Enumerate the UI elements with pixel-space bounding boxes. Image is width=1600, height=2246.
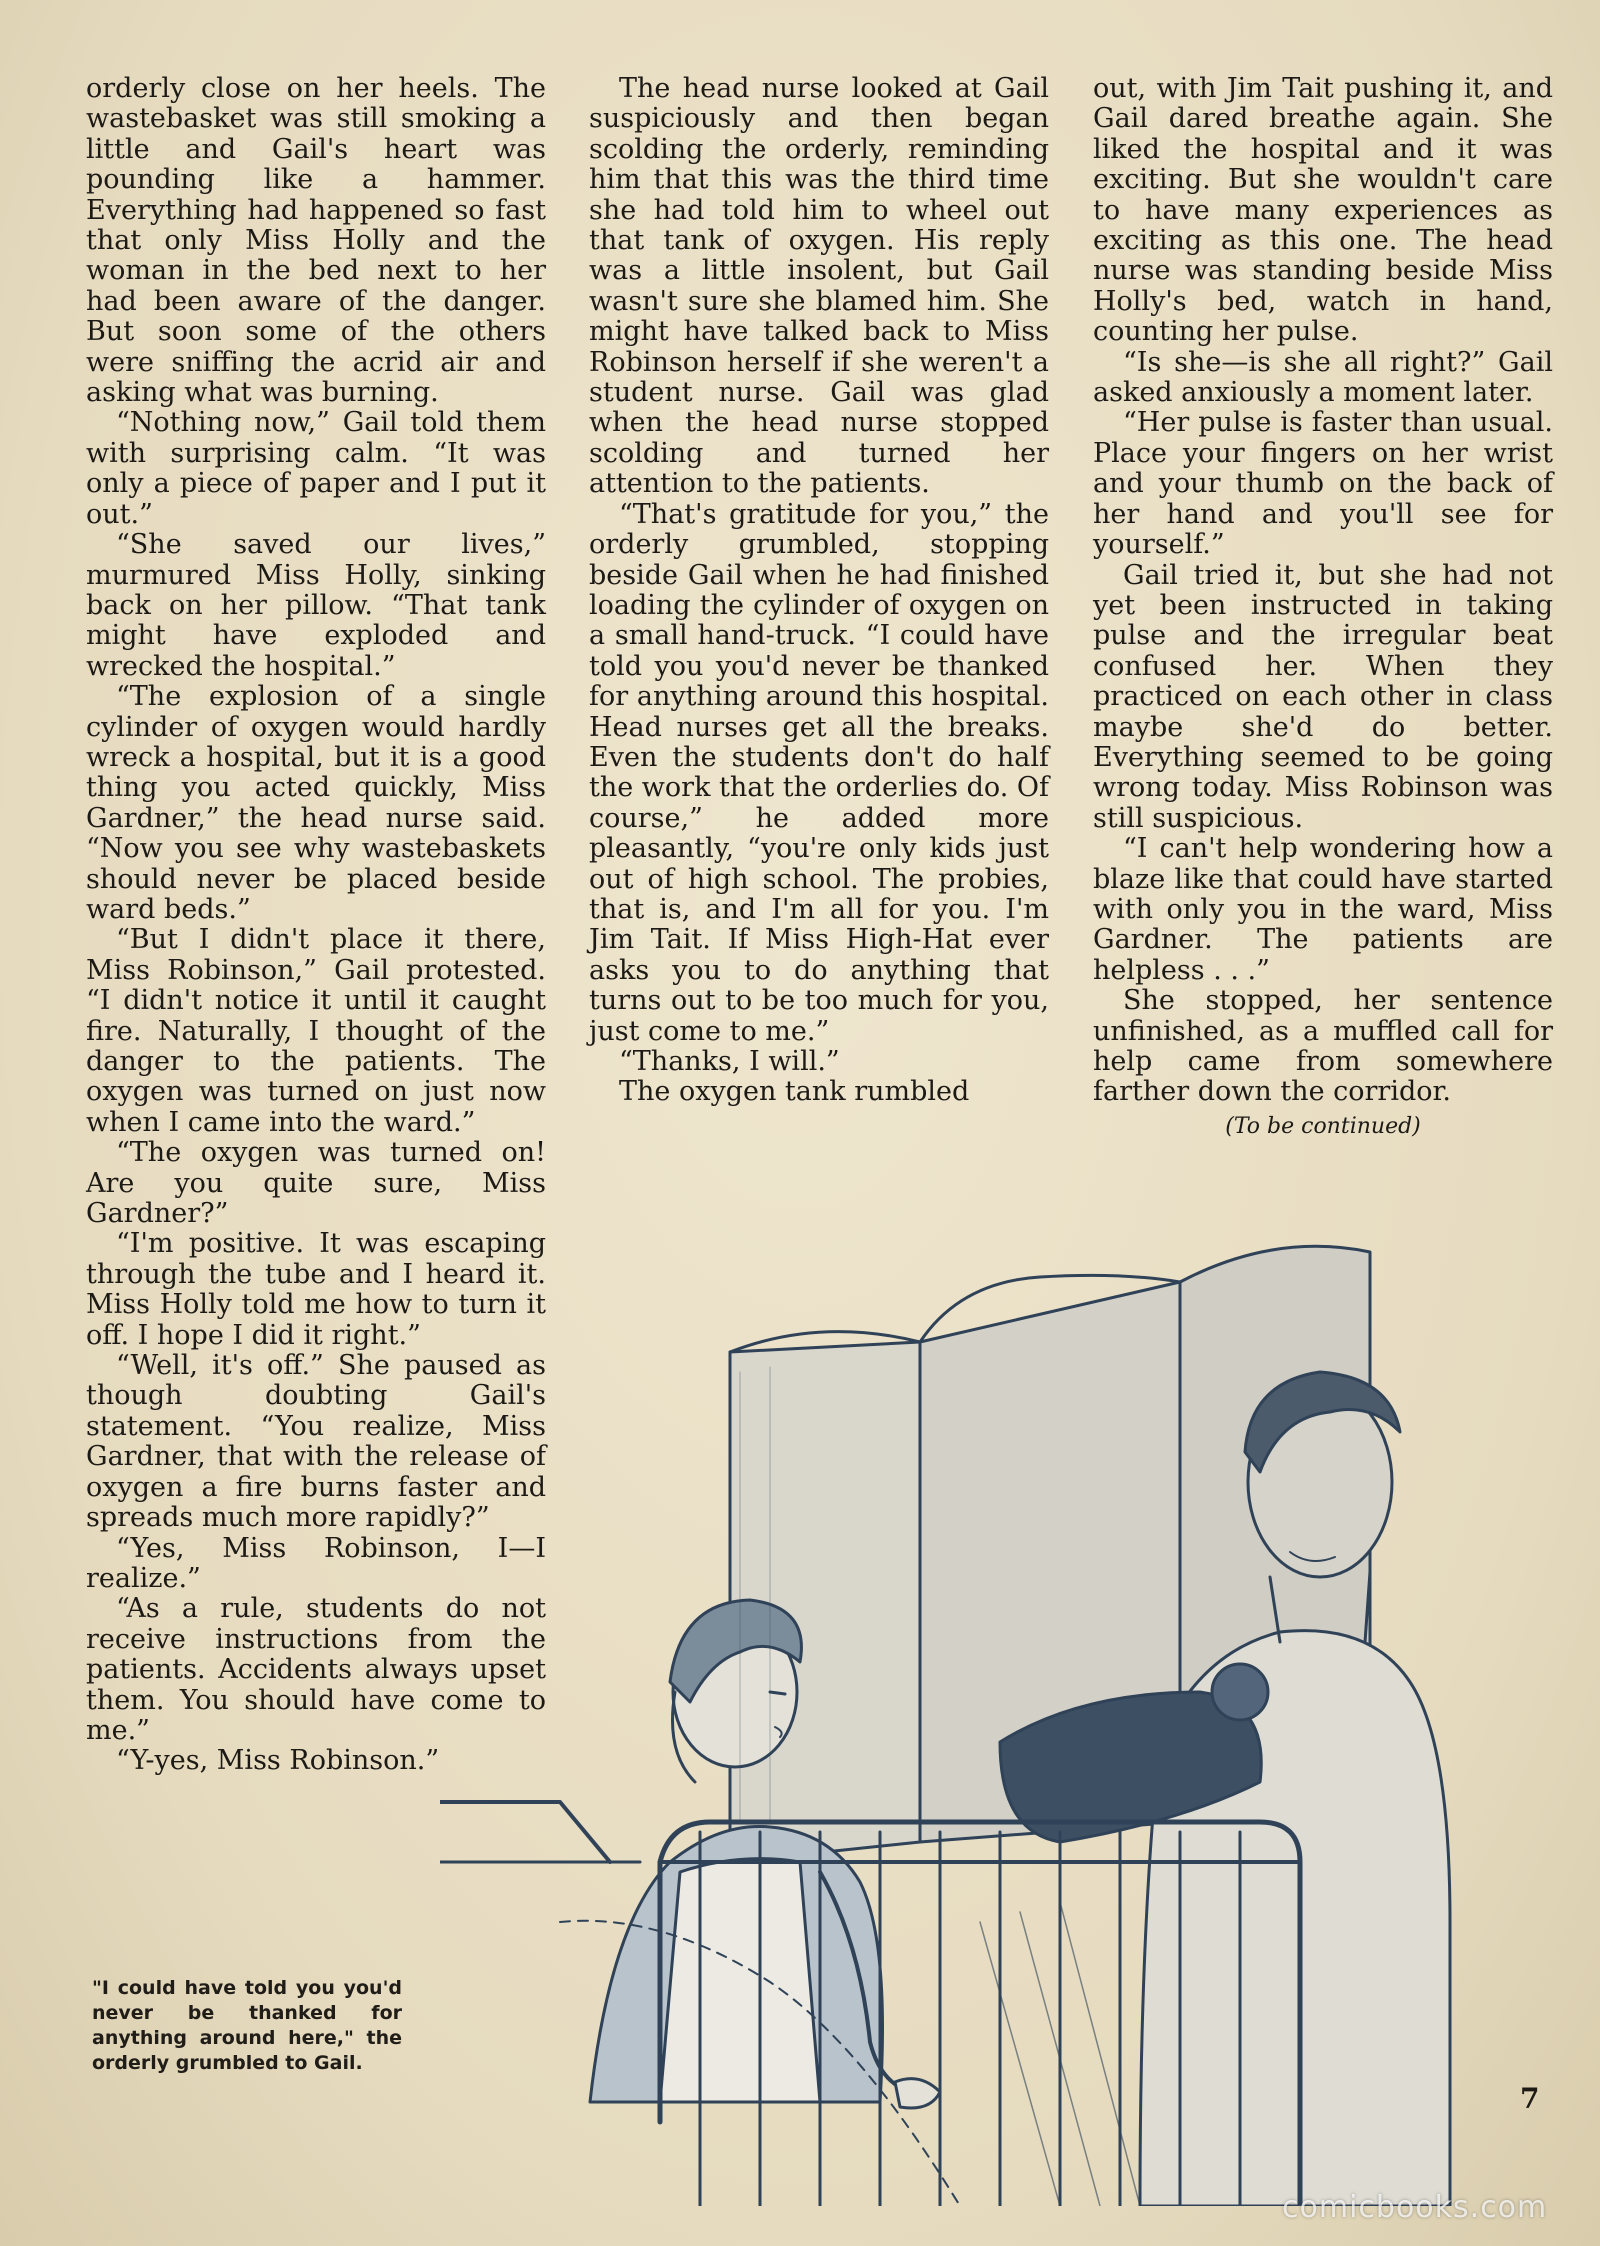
paragraph: “Nothing now,” Gail told them with surprising calm. “It was only a piece of paper and I put it out.” [86,407,546,530]
paragraph: “Y-yes, Miss Robinson.” [116,1745,440,1777]
text-column-2 [589,74,1049,1108]
paragraph: “The explosion of a single cylinder of oxygen would hardly wreck a hospital, but it is a good thing you acted quickly, Miss Gardner,” the head nurse said. “Now you see why wastebaskets should never be placed beside ward beds.” [86,681,546,925]
watermark: comicbooks.com [1282,2190,1548,2225]
paragraph: “Her pulse is faster than usual. Place your fingers on her wrist and your thumb on the back of her hand and you'll see for yourself.” [1093,407,1553,561]
paragraph: “But I didn't place it there, Miss Robinson,” Gail protested. “I didn't notice it until it caught fire. Naturally, I thought of the danger to the patients. The oxygen was turned on just now when I came into the ward.” [86,924,546,1138]
paragraph: orderly close on her heels. The wastebasket was still smoking a little and Gail's heart was pounding like a hammer. Everything had happened so fast that only Miss Holly and the woman in the bed next to her had been aware of the danger. But soon some of the others were sniffing the acrid air and asking what was burning. [86,73,546,409]
paragraph: “I can't help wondering how a blaze like that could have started with only you in the ward, Miss Gardner. The patients are helpless . . .” [1093,833,1553,986]
to-be-continued: (To be continued) [1225,1113,1421,1139]
paragraph: “Is she—is she all right?” Gail asked anxiously a moment later. [1093,346,1553,409]
paragraph: out, with Jim Tait pushing it, and Gail dared breathe again. She liked the hospital and it was exciting. But she wouldn't care to have many experiences as exciting as this one. The head nurse was standing beside Miss Holly's bed, watch in hand, counting her pulse. [1093,73,1553,348]
paragraph: The oxygen tank rumbled [619,1076,970,1108]
paragraph: She stopped, her sentence unfinished, as a muffled call for help came from somewhere farther down the corridor. [1093,985,1553,1108]
story-illustration [440,1222,1580,2206]
text-column-3 [1093,74,1553,1142]
paragraph: “She saved our lives,” murmured Miss Holly, sinking back on her pillow. “That tank might have exploded and wrecked the hospital.” [86,529,546,682]
paragraph: The head nurse looked at Gail suspiciously and then began scolding the orderly, reminding him that this was the third time she had told him to wheel out that tank of oxygen. His reply was a little insolent, but Gail wasn't sure she blamed him. She might have talked back to Miss Robinson herself if she weren't a student nurse. Gail was glad when the head nurse stopped scolding and turned her attention to the patients. [589,73,1049,500]
page-number: 7 [1520,2082,1540,2115]
paragraph: “Well, it's off.” She paused as though doubting Gail's statement. “You realize, Miss Gardner, that with the release of oxygen a fire burns faster and spreads much more rapidly?” [86,1350,546,1534]
paragraph: “That's gratitude for you,” the orderly grumbled, stopping beside Gail when he had finished loading the cylinder of oxygen on a small hand-truck. “I could have told you you'd never be thanked for anything around this hospital. Head nurses get all the breaks. Even the students don't do half the work that the orderlies do. Of course,” he added more pleasantly, “you're only kids just out of high school. The probies, that is, and I'm all for you. I'm Jim Tait. If Miss High-Hat ever asks you to do anything that turns out to be too much for you, just come to me.” [589,498,1049,1047]
paragraph: “Yes, Miss Robinson, I—I realize.” [86,1532,546,1594]
paragraph: “Thanks, I will.” [619,1046,840,1077]
paragraph: “I'm positive. It was escaping through the tube and I heard it. Miss Holly told me how to turn it off. I hope I did it right.” [86,1228,546,1351]
paragraph: “The oxygen was turned on! Are you quite sure, Miss Gardner?” [86,1137,546,1230]
illustration-caption: "I could have told you you'd never be thanked for anything around here," the orderly grumbled to Gail. [92,1977,402,2074]
paragraph: Gail tried it, but she had not yet been instructed in taking pulse and the irregular beat confused her. When they practiced on each other in class maybe she'd do better. Everything seemed to be going wrong today. Miss Robinson was still suspicious. [1093,559,1553,834]
paragraph: “As a rule, students do not receive instructions from the patients. Accidents always upset them. You should have come to me.” [86,1593,546,1746]
